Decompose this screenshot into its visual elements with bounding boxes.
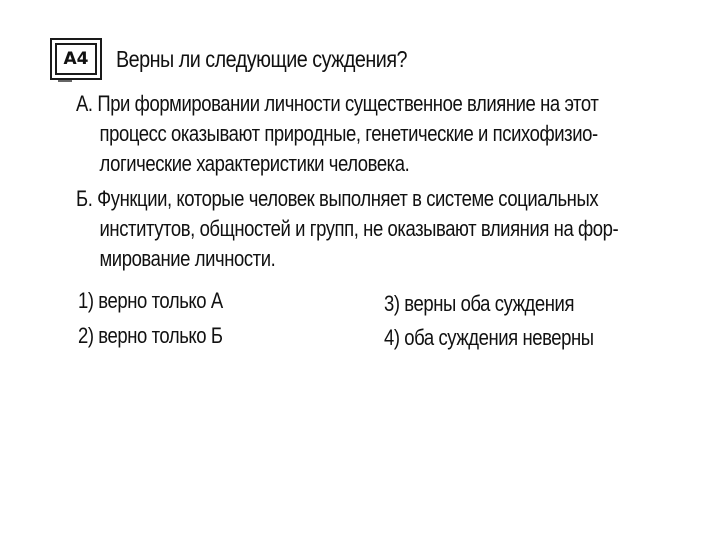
question-text: Верны ли следующие суждения? <box>116 46 408 72</box>
answer-option-1: 1) верно только А <box>78 288 223 313</box>
question-number: А4 <box>55 43 97 75</box>
question-number-badge <box>50 38 102 80</box>
badge-underline <box>58 80 72 82</box>
statement-a-line-2: процесс оказывают природные, генетические и психофизио- <box>99 121 598 146</box>
statement-b-line-3: мирование личности. <box>99 246 276 271</box>
answer-option-4: 4) оба суждения неверны <box>384 325 594 350</box>
statement-b-line-2: институтов, общностей и групп, не оказывают влияния на фор- <box>99 216 619 241</box>
statement-b <box>76 184 618 274</box>
statement-b-line-1: Б. Функции, которые человек выполняет в системе социальных <box>76 186 599 211</box>
statement-a-line-3: логические характеристики человека. <box>99 151 410 176</box>
answer-option-3: 3) верны оба суждения <box>384 291 575 316</box>
statement-a-line-1: А. При формировании личности существенное влияние на этот <box>76 91 599 116</box>
answer-option-2: 2) верно только Б <box>78 323 223 348</box>
statement-a <box>76 89 598 179</box>
